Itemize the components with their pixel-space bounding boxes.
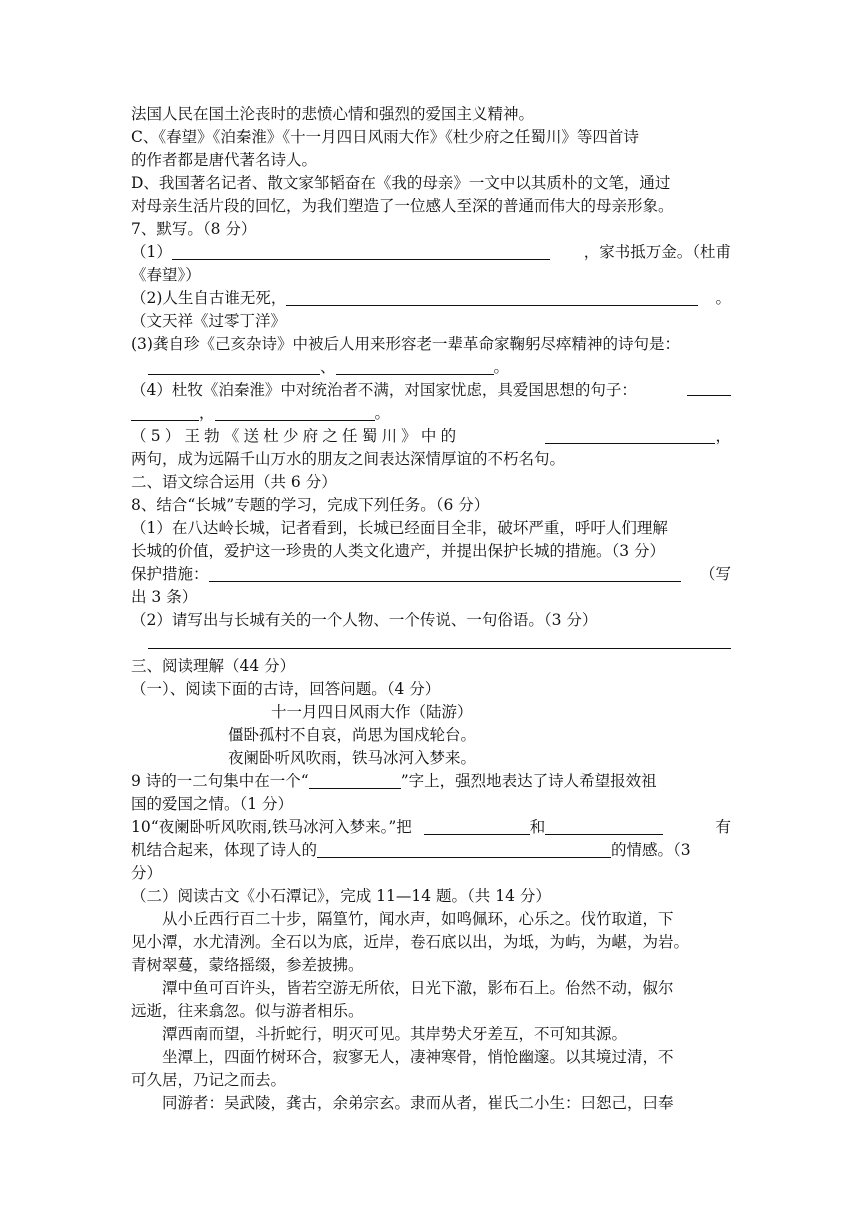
q8-1-line2: 长城的价值，爱护这一珍贵的人类文化遗产，并提出保护长城的措施。（3 分） xyxy=(131,542,666,560)
q8-1-blank[interactable] xyxy=(209,565,681,582)
part-2-title: （二）阅读古文《小石潭记》，完成 11—14 题。（共 14 分） xyxy=(131,887,551,905)
q7-5-text: （5）王勃《送杜少府之任蜀川》中的 xyxy=(131,427,461,445)
q6-option-c-line2: 的作者都是唐代著名诗人。 xyxy=(131,151,318,169)
q7-title: 7、默写。（8 分） xyxy=(131,220,257,238)
q10-line1 xyxy=(131,816,731,838)
q10-line2 xyxy=(131,839,731,861)
q10-and: 和 xyxy=(529,818,546,836)
q7-item-1 xyxy=(131,241,731,263)
q7-2-suffix: 。 xyxy=(715,289,731,307)
q7-3-separator: 、 xyxy=(320,358,336,376)
q7-4-blank-1b[interactable] xyxy=(131,404,199,421)
q10-blank-2[interactable] xyxy=(545,818,663,835)
passage-para2-line2: 远逝，往来翕忽。似与游者相乐。 xyxy=(131,1002,364,1020)
q8-1-note-line2: 出 3 条） xyxy=(131,588,198,606)
passage-para3-line1: 潭西南而望，斗折蛇行，明灭可见。其岸势犬牙差互，不可知其源。 xyxy=(162,1025,628,1043)
q7-2-blank[interactable] xyxy=(286,289,698,306)
q7-4-separator: ， xyxy=(199,404,215,422)
passage-para1-line2: 见小潭，水尤清洌。全石以为底，近岸，卷石底以出，为坻，为屿，为嵁，为岩。 xyxy=(131,933,690,951)
q7-3-end: 。 xyxy=(493,358,510,376)
q7-4-text: （4）杜牧《泊秦淮》中对统治者不满，对国家忧虑，具爱国思想的句子： xyxy=(131,381,637,399)
q9-prefix: 9 诗的一二句集中在一个“ xyxy=(131,772,309,790)
q9-line1 xyxy=(131,770,731,792)
q7-3-blank-2[interactable] xyxy=(336,358,494,375)
q7-1-suffix: ，家书抵万金。（杜甫 xyxy=(583,243,731,261)
q9-blank[interactable] xyxy=(309,772,401,789)
q8-1-label: 保护措施： xyxy=(131,565,209,583)
section-3-title: 三、阅读理解（44 分） xyxy=(131,657,296,675)
q8-1-measures xyxy=(131,563,731,585)
q7-2-prefix: （2)人生自古谁无死， xyxy=(131,289,287,307)
q8-2-text: （2）请写出与长城有关的一个人物、一个传说、一句俗语。（3 分） xyxy=(131,611,598,629)
q8-title: 8、结合“长城”专题的学习，完成下列任务。（6 分） xyxy=(131,496,490,514)
passage-para2-line1: 潭中鱼可百许头，皆若空游无所依，日光下澈，影布石上。佁然不动，俶尔 xyxy=(162,979,674,997)
passage-para4-line1: 坐潭上，四面竹树环合，寂寥无人，凄神寒骨，悄怆幽邃。以其境过清，不 xyxy=(162,1048,674,1066)
q7-1-blank[interactable] xyxy=(172,243,550,260)
q7-4-answer-line xyxy=(131,402,731,424)
q10-prefix: 10“夜阑卧听风吹雨,铁马冰河入梦来。”把 xyxy=(131,818,412,836)
q7-1-source: 《春望》） xyxy=(131,266,201,284)
q7-3-answer-line xyxy=(131,356,748,378)
q7-1-prefix: （1） xyxy=(131,243,172,261)
q6-b-tail: 法国人民在国土沦丧时的悲愤心情和强烈的爱国主义精神。 xyxy=(131,105,535,123)
q8-2-blank[interactable] xyxy=(148,632,731,649)
q7-item-2 xyxy=(131,287,731,309)
q8-2-answer-line xyxy=(131,630,748,652)
q7-4-end: 。 xyxy=(374,404,391,422)
q7-3-blank-1[interactable] xyxy=(148,358,320,375)
passage-para1-line1: 从小丘西行百二十步，隔篁竹，闻水声，如鸣佩环，心乐之。伐竹取道，下 xyxy=(162,910,674,928)
poem-line-2: 夜阑卧听风吹雨，铁马冰河入梦来。 xyxy=(228,749,477,767)
poem-line-1: 僵卧孤村不自哀，尚思为国戍轮台。 xyxy=(228,726,477,744)
q7-4-blank-1a[interactable] xyxy=(687,379,731,396)
part-1-title: （一）、阅读下面的古诗，回答问题。（4 分） xyxy=(131,680,441,698)
q10-blank-1[interactable] xyxy=(424,818,530,835)
q7-item-4 xyxy=(131,379,731,401)
q9-suffix: ”字上，强烈地表达了诗人希望报效祖 xyxy=(400,772,657,790)
q10-have: 有 xyxy=(715,818,731,836)
q7-5-blank[interactable] xyxy=(545,427,715,444)
q7-4-blank-2[interactable] xyxy=(215,404,375,421)
passage-para5-line1: 同游者：吴武陵，龚古，余弟宗玄。隶而从者，崔氏二小生：曰恕己，曰奉 xyxy=(162,1094,674,1112)
q8-1-line1: （1）在八达岭长城，记者看到，长城已经面目全非，破坏严重，呼吁人们理解 xyxy=(131,519,668,537)
q7-item-5 xyxy=(131,425,731,447)
passage-para1-line3: 青树翠蔓，蒙络摇缀，参差披拂。 xyxy=(131,956,364,974)
q10-line3: 分） xyxy=(131,864,163,882)
poem-title: 十一月四日风雨大作（陆游） xyxy=(271,703,473,721)
q7-2-source: （文天祥《过零丁洋》 xyxy=(131,312,287,330)
q7-3-text: (3)龚自珍《己亥杂诗》中被后人用来形容老一辈革命家鞠躬尽瘁精神的诗句是： xyxy=(131,335,680,353)
q6-option-c-line1: C、《春望》《泊秦淮》《十一月四日风雨大作》《杜少府之任蜀川》等四首诗 xyxy=(131,128,639,146)
section-2-title: 二、语文综合运用（共 6 分） xyxy=(131,473,337,491)
passage-para4-line2: 可久居，乃记之而去。 xyxy=(131,1071,287,1089)
q7-5-comma: ， xyxy=(715,427,731,445)
q9-line2: 国的爱国之情。（1 分） xyxy=(131,795,294,813)
q10-line2-suffix: 的情感。（3 xyxy=(611,841,691,859)
q6-option-d-line1: D、我国著名记者、散文家邹韬奋在《我的母亲》一文中以其质朴的文笔，通过 xyxy=(131,174,671,192)
q7-5-line2: 两句，成为远隔千山万水的朋友之间表达深情厚谊的不朽名句。 xyxy=(131,450,566,468)
q8-1-note: （写 xyxy=(699,565,731,583)
q10-blank-3[interactable] xyxy=(317,841,611,858)
q10-line2-prefix: 机结合起来，体现了诗人的 xyxy=(131,841,318,859)
q6-option-d-line2: 对母亲生活片段的回忆，为我们塑造了一位感人至深的普通而伟大的母亲形象。 xyxy=(131,197,674,215)
